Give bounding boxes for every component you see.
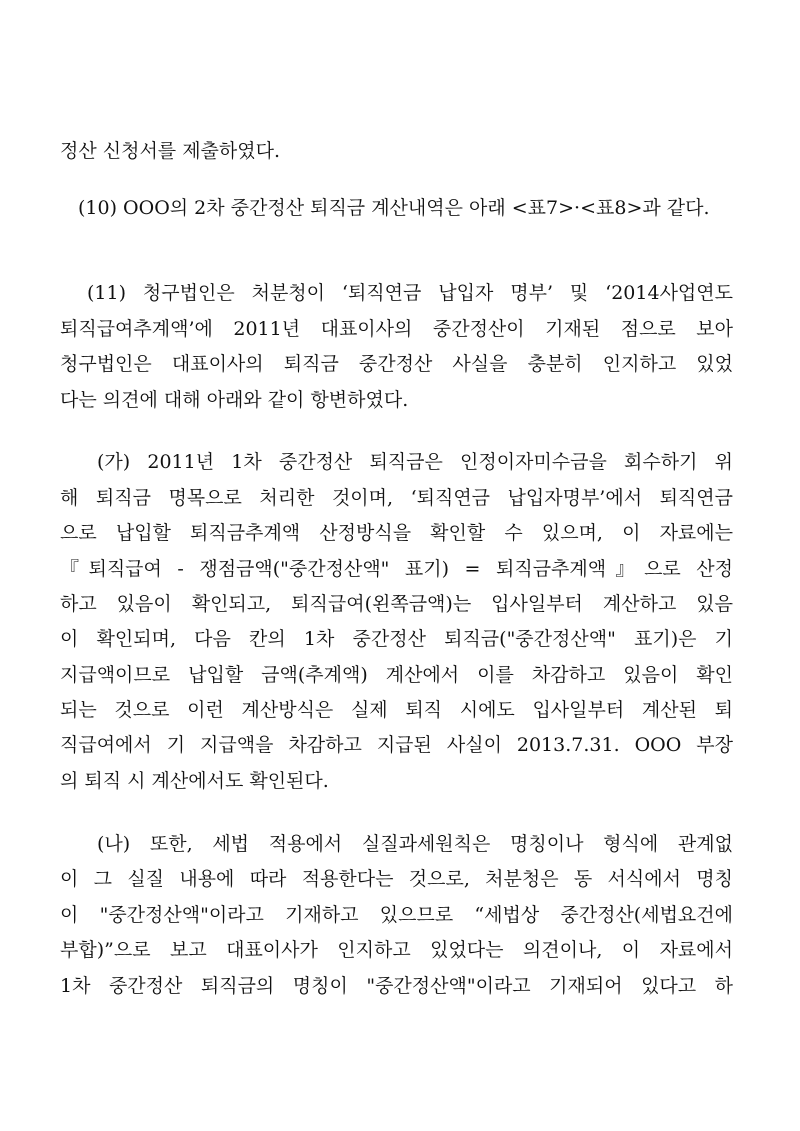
paragraph-line: 정산 신청서를 제출하였다. [60, 140, 281, 162]
paragraph-line: 이 확인되며, 다음 칸의 1차 중간정산 퇴직금("중간정산액" 표기)은 기 [60, 628, 733, 650]
paragraph-line: 이 그 실질 내용에 따라 적용한다는 것으로, 처분청은 동 서식에서 명칭 [60, 868, 733, 890]
paragraph-line: 1차 중간정산 퇴직금의 명칭이 "중간정산액"이라고 기재되어 있다고 하 [60, 975, 733, 997]
paragraph-line: (11) 청구법인은 처분청이 ‘퇴직연금 납입자 명부’ 및 ‘2014사업연도 [87, 282, 733, 304]
paragraph-line: 퇴직급여추계액’에 2011년 대표이사의 중간정산이 기재된 점으로 보아 [60, 318, 733, 340]
paragraph-line: 이 "중간정산액"이라고 기재하고 있으므로 “세법상 중간정산(세법요건에 [60, 904, 733, 926]
paragraph-line: (가) 2011년 1차 중간정산 퇴직금은 인정이자미수금을 회수하기 위 [97, 451, 733, 473]
paragraph-line: 『퇴직급여 - 쟁점금액("중간정산액" 표기) = 퇴직금추계액』으로 산정 [60, 558, 733, 580]
paragraph-line: 으로 납입할 퇴직금추계액 산정방식을 확인할 수 있으며, 이 자료에는 [60, 522, 733, 544]
paragraph-line: 청구법인은 대표이사의 퇴직금 중간정산 사실을 충분히 인지하고 있었 [60, 353, 733, 375]
paragraph-line: (10) OOO의 2차 중간정산 퇴직금 계산내역은 아래 <표7>·<표8>과 같다. [78, 197, 710, 219]
paragraph-line: 해 퇴직금 명목으로 처리한 것이며, ‘퇴직연금 납입자명부’에서 퇴직연금 [60, 487, 733, 509]
paragraph-line: (나) 또한, 세법 적용에서 실질과세원칙은 명칭이나 형식에 관계없 [97, 833, 733, 855]
paragraph-line: 의 퇴직 시 계산에서도 확인된다. [60, 770, 329, 792]
paragraph-line: 부합)”으로 보고 대표이사가 인지하고 있었다는 의견이나, 이 자료에서 [60, 939, 733, 961]
paragraph-line: 지급액이므로 납입할 금액(추계액) 계산에서 이를 차감하고 있음이 확인 [60, 664, 733, 686]
paragraph-line: 다는 의견에 대해 아래와 같이 항변하였다. [60, 389, 409, 411]
paragraph-line: 하고 있음이 확인되고, 퇴직급여(왼쪽금액)는 입사일부터 계산하고 있음 [60, 593, 733, 615]
paragraph-line: 되는 것으로 이런 계산방식은 실제 퇴직 시에도 입사일부터 계산된 퇴 [60, 699, 733, 721]
paragraph-line: 직급여에서 기 지급액을 차감하고 지급된 사실이 2013.7.31. OOO 부장 [60, 734, 733, 756]
